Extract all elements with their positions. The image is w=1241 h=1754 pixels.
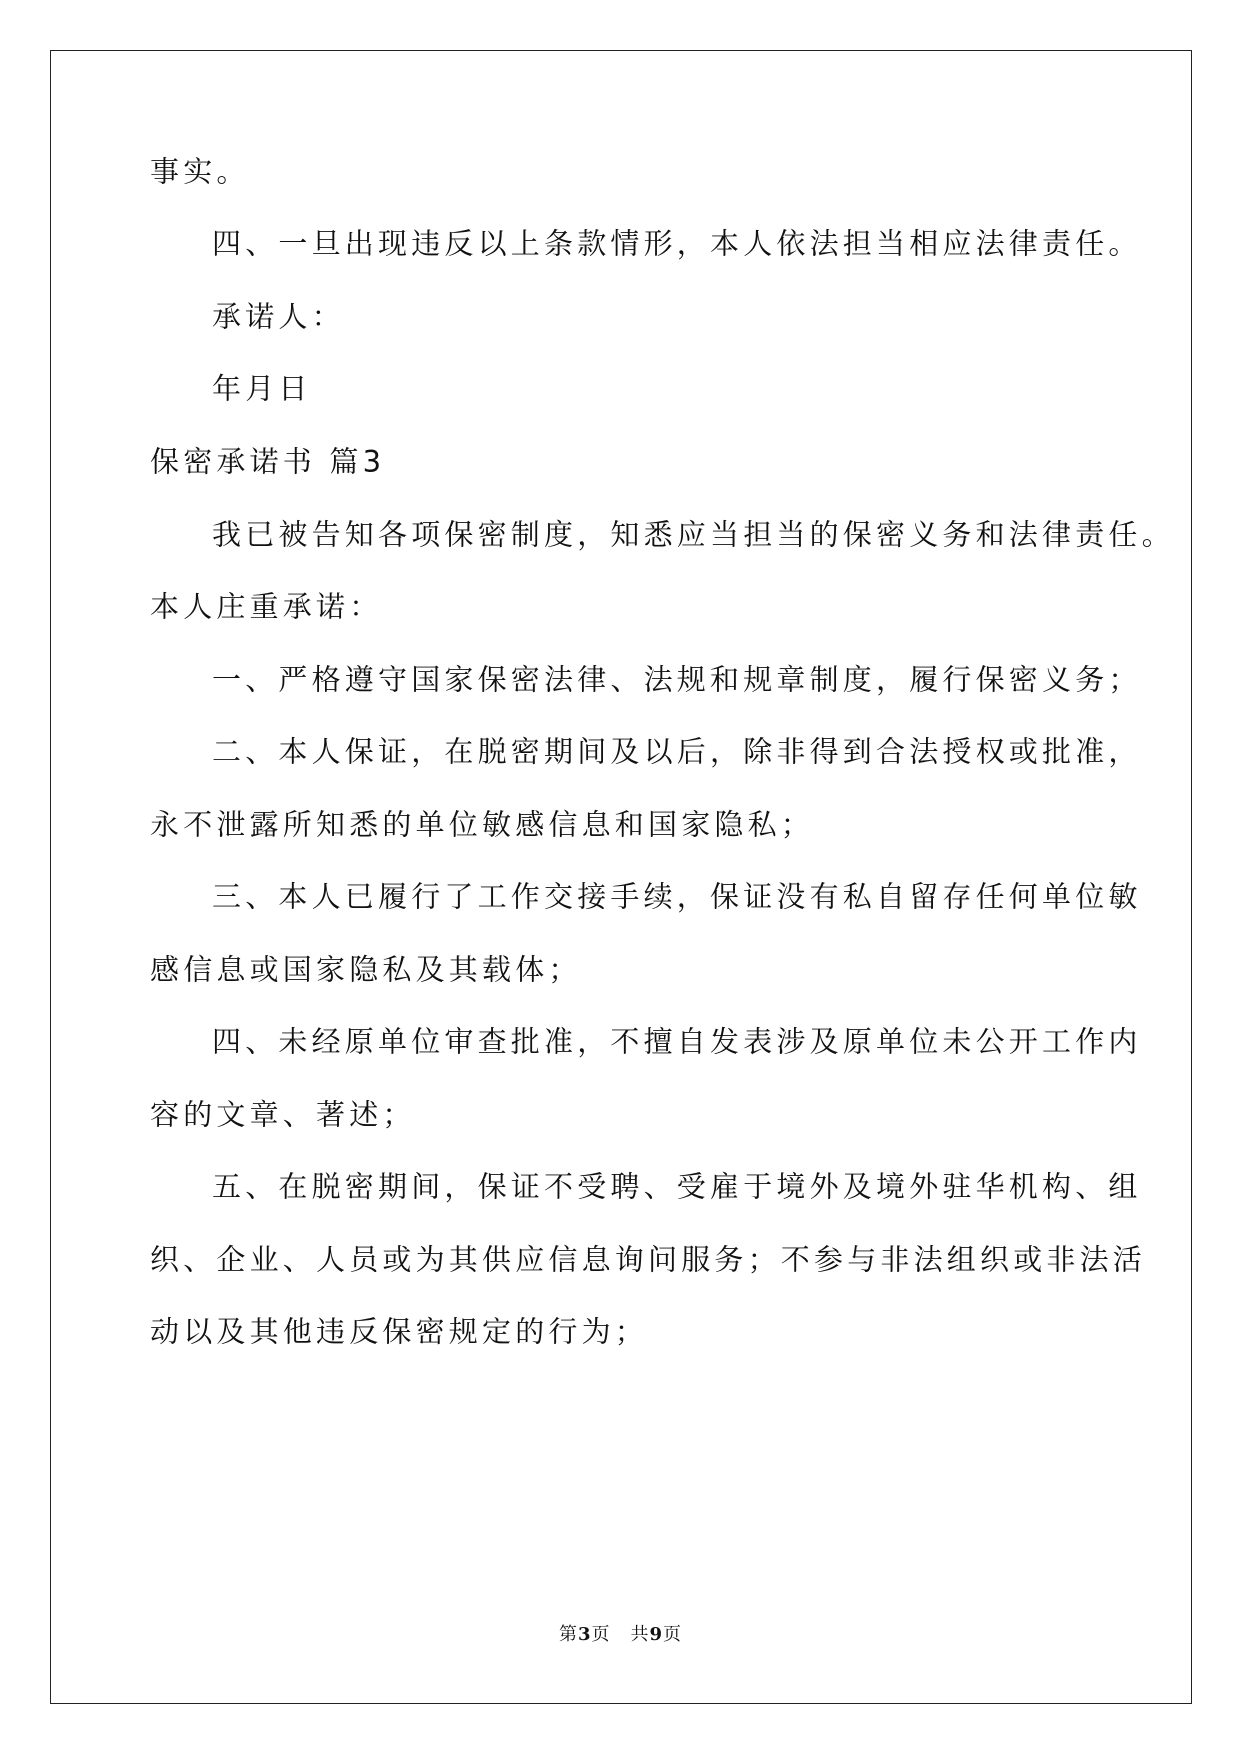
- text-line: 我已被告知各项保密制度，知悉应当担当的保密义务和法律责任。: [212, 517, 1175, 552]
- text-line: 本人庄重承诺：: [150, 589, 383, 624]
- text-line: 二、本人保证，在脱密期间及以后，除非得到合法授权或批准，: [212, 734, 1142, 769]
- text-line: 四、一旦出现违反以上条款情形，本人依法担当相应法律责任。: [212, 226, 1142, 261]
- text-line: 永不泄露所知悉的单位敏感信息和国家隐私；: [150, 807, 815, 842]
- footer-prefix: 第: [558, 1624, 578, 1645]
- page-border: [50, 50, 1192, 1704]
- text-line: 年月日: [212, 371, 312, 406]
- text-line: 承诺人：: [212, 299, 345, 334]
- text-line: 三、本人已履行了工作交接手续，保证没有私自留存任何单位敏: [212, 879, 1142, 914]
- section-heading: 保密承诺书 篇3: [150, 444, 386, 479]
- text-line: 感信息或国家隐私及其载体；: [150, 952, 582, 987]
- text-line: 一、严格遵守国家保密法律、法规和规章制度，履行保密义务；: [212, 662, 1142, 697]
- total-pages-number: 9: [649, 1624, 664, 1645]
- text-line: 四、未经原单位审查批准，不擅自发表涉及原单位未公开工作内: [212, 1024, 1142, 1059]
- text-line: 五、在脱密期间，保证不受聘、受雇于境外及境外驻华机构、组: [212, 1169, 1142, 1204]
- page-footer: [0, 1620, 1241, 1646]
- text-line: 容的文章、著述；: [150, 1097, 416, 1132]
- text-line: 织、企业、人员或为其供应信息询问服务；不参与非法组织或非法活: [150, 1242, 1147, 1277]
- footer-total-unit: 页: [663, 1624, 683, 1645]
- current-page-number: 3: [577, 1624, 592, 1645]
- footer-total-prefix: 共: [630, 1624, 650, 1645]
- text-line: 动以及其他违反保密规定的行为；: [150, 1314, 649, 1349]
- footer-page-unit: 页: [591, 1624, 611, 1645]
- text-line: 事实。: [150, 154, 250, 189]
